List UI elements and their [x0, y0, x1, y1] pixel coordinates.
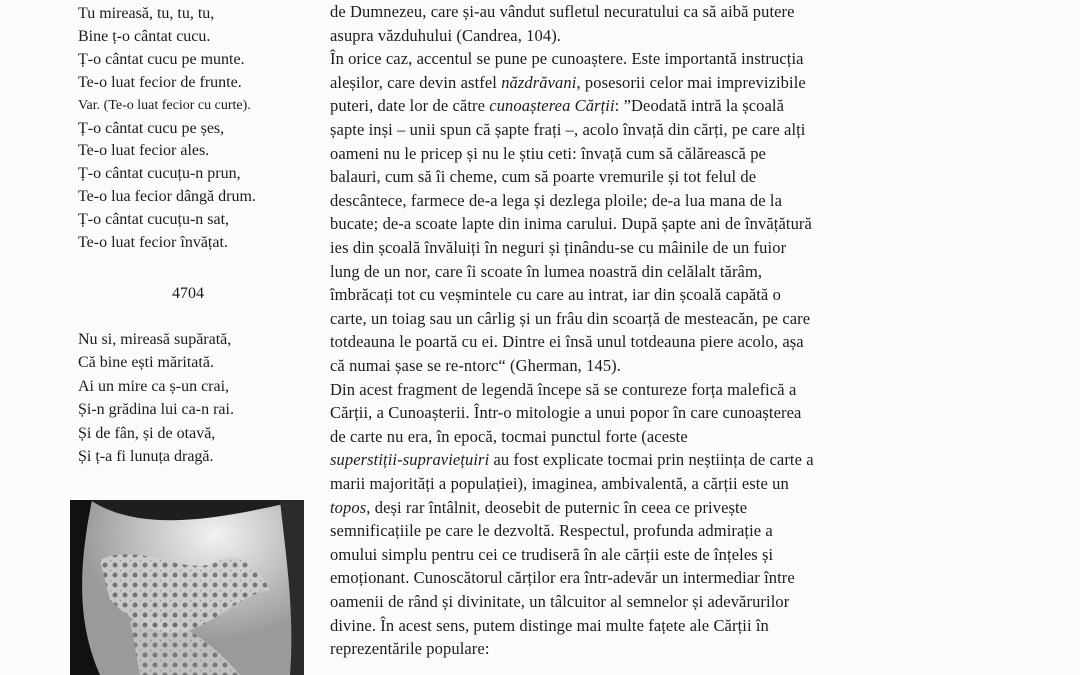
poem-line: Te-o luat fecior de frunte. [78, 73, 242, 91]
body-text-line: asupra văzduhului (Candrea, 104). [330, 25, 562, 45]
body-text-line: ies din școală învăluiți în neguri și ținându-se cu mâinile de un fuior [330, 238, 787, 257]
body-text-line: Din acest fragment de legendă începe să se contureze forța malefică a [330, 379, 797, 399]
poem-line: Te-o luat fecior ales. [78, 142, 210, 160]
body-text-line: balauri, cum să îi cheme, cum să poarte vremurile și tot felul de [330, 167, 757, 187]
poem-line: Te-o lua fecior dângă drum. [78, 188, 256, 206]
body-text-line: carte, un toiag sau un cârlig și un frâu din scoarță de mesteacăn, pe care [330, 308, 811, 328]
body-text-line: de carte nu era, în epocă, tocmai punctul forte (aceste [330, 426, 688, 446]
body-text-line: puteri, date lor de către cunoașterea Cărții: ”Deodată intră la școală [330, 96, 785, 116]
poem-line: Ai un mire ca ș-un crai, [78, 377, 230, 395]
poem-line: Var. (Te-o luat fecior cu curte). [78, 97, 251, 113]
poem-line: Ț-o cântat cucu pe munte. [78, 50, 245, 68]
body-text-line: superstiții-supraviețuiri au fost explicate tocmai prin neștiința de carte a [330, 450, 814, 470]
poem-line: Și ț-a fi lunuța dragă. [78, 448, 214, 465]
body-text-line: descântece, farmece de-a lega și dezlega ploile; de-a lua mana de la [330, 190, 783, 210]
body-text-line: că numai șase se re-ntorc“ (Gherman, 145). [330, 356, 621, 375]
poem-line: Bine ț-o cântat cucu. [78, 27, 211, 45]
poem-line: Ț-o cântat cucuțu-n sat, [78, 211, 230, 229]
body-text-line: topos, deși rar întâlnit, deosebit de puternic în ceea ce privește [330, 497, 748, 517]
poem-line: Și-n grădina lui ca-n rai. [78, 401, 234, 419]
poem-number: 4704 [172, 285, 204, 302]
body-text-line: aleșilor, care devin astfel năzdrăvani, posesorii celor mai imprevizibile [330, 72, 806, 92]
body-text-line: îmbrăcați tot cu veșmintele cu care au intrat, iar din școală capătă o [330, 285, 781, 305]
poem-line: Nu si, mireasă supărată, [78, 331, 232, 348]
body-text-line: de Dumnezeu, care și-au vândut sufletul necuratului ca să aibă putere [330, 2, 795, 21]
poem-line: Că bine ești măritată. [78, 354, 214, 372]
body-text-line: marii majorități a populației), imaginea, ambivalentă, a cărții este un [330, 474, 789, 493]
body-text-line: emoționant. Cunoscătorul cărților era într-adevăr un intermediar între [330, 568, 795, 588]
poem-line: Tu mireasă, tu, tu, tu, [78, 5, 215, 22]
body-text-line: divine. În acest sens, putem distinge mai multe fațete ale Cărții în [330, 615, 769, 635]
embroidery-pattern-image [70, 500, 304, 675]
body-text-line: omului simplu pentru cei ce trudiseră în ale cărții este de înțeles și [330, 544, 774, 564]
poem-line: Ț-o cântat cucuțu-n prun, [78, 165, 241, 183]
body-text-line: Cărții, a Cunoașterii. Într-o mitologie a unui popor în care cunoașterea [330, 403, 802, 423]
body-text-line: totdeauna le poartă cu ei. Dintre ei însă unul totdeauna piere acolo, așa [330, 332, 804, 352]
body-text-line: În orice caz, accentul se pune pe cunoaștere. Este importantă instrucția [330, 49, 804, 69]
body-text-line: oameni nu le pricep și nu le știu ceti: învață cum să călărească pe [330, 143, 766, 163]
body-text-line: oamenii de rând și divinitate, un tâlcuitor al semnelor și adevărurilor [330, 592, 790, 611]
body-text-line: lung de un nor, care îi scoate în lumea noastră din celălalt tărâm, [330, 261, 763, 281]
embroidery-photo [70, 500, 304, 675]
body-text-line: șapte inși – unii spun că șapte frați –, acolo învață din cărți, pe care alți [330, 120, 806, 139]
poem-line: Ț-o cântat cucu pe șes, [78, 119, 225, 137]
poem-line: Te-o luat fecior învățat. [78, 234, 228, 251]
body-text-line: reprezentările populare: [330, 639, 490, 659]
body-text-line: semnificațiile pe care le dezvoltă. Respectul, profunda admirație a [330, 521, 773, 541]
poem-line: Și de fân, și de otavă, [78, 424, 216, 442]
body-text-line: bucate; de-a scoate lapte din inima carului. După șapte ani de învățătură [330, 214, 812, 234]
